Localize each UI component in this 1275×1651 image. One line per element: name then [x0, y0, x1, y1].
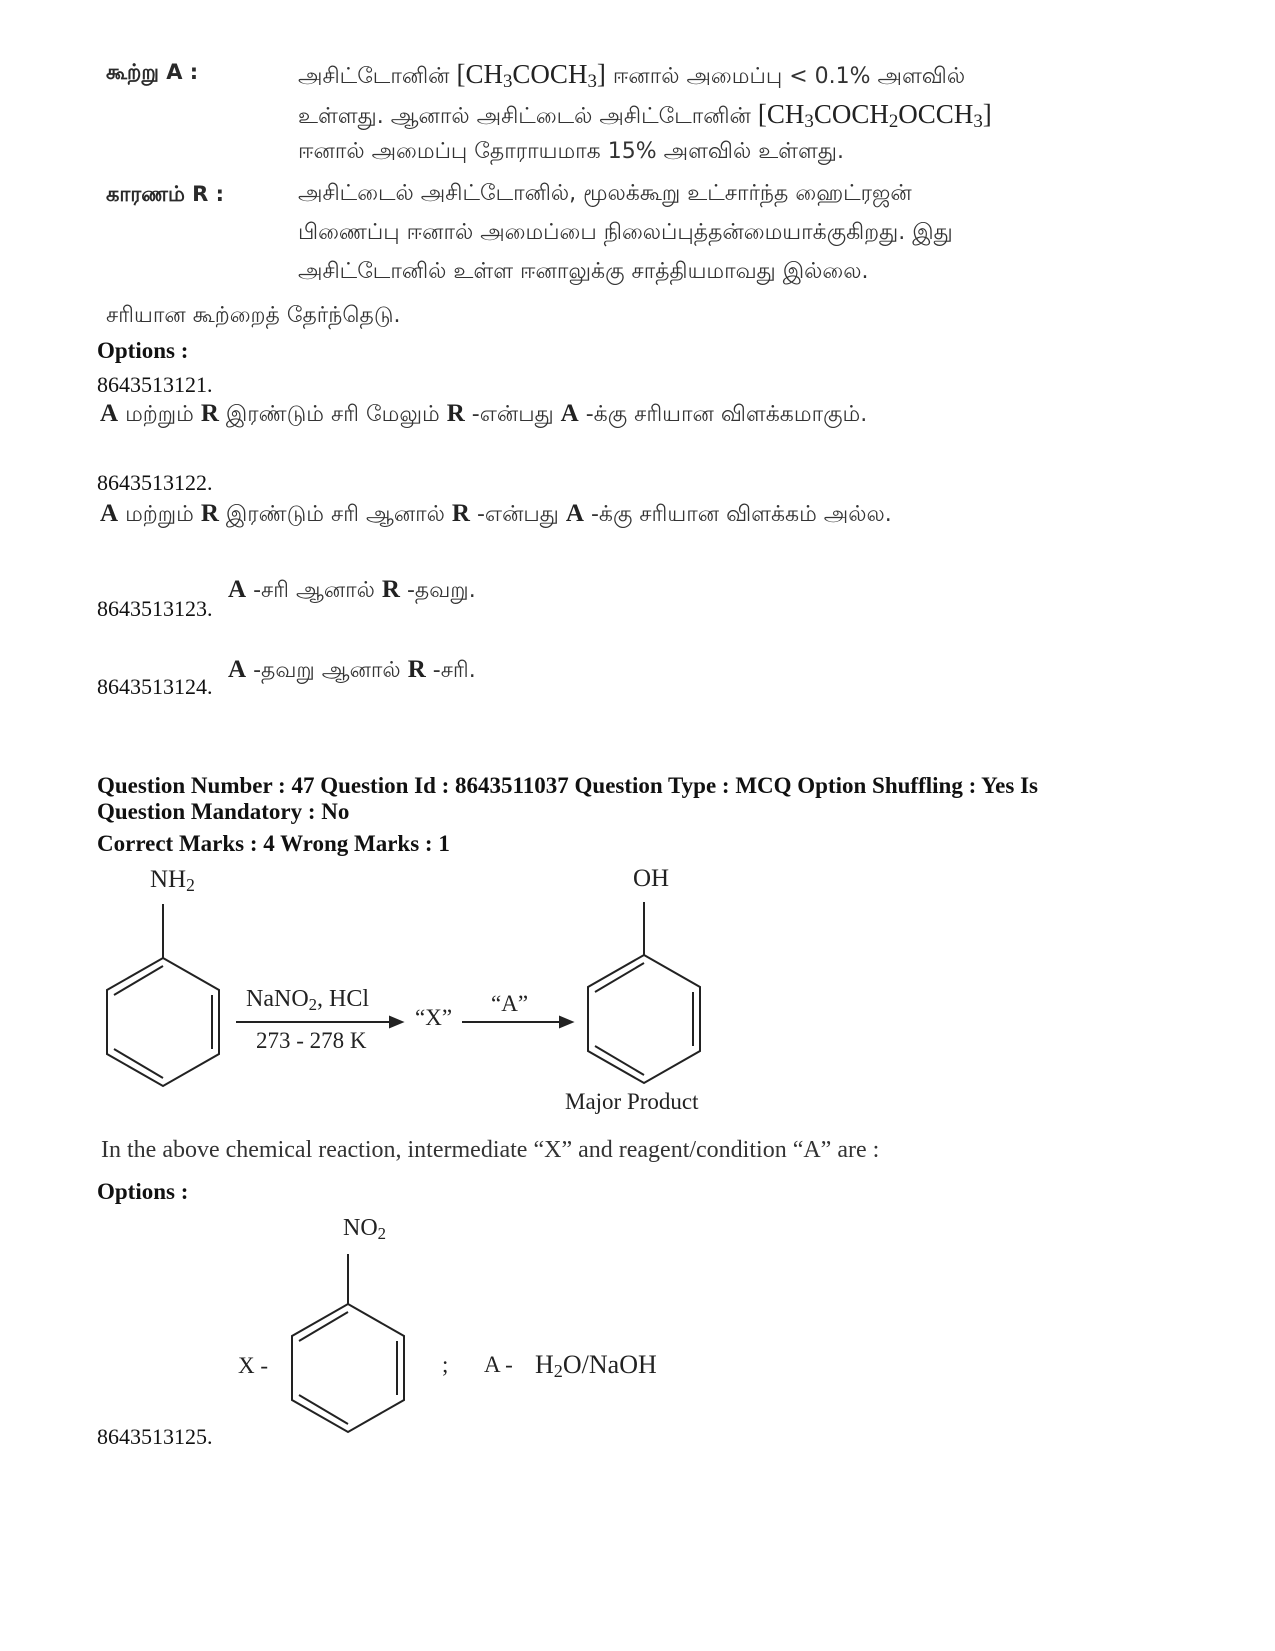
acetylacetone-formula: $[CH_3COCH_2OCCH_3]$	[757, 99, 992, 132]
reason-label: காரணம் R :	[106, 182, 225, 206]
assertion-line-1	[298, 54, 965, 97]
reason-line-2: பிணைப்பு ஈனால் அமைப்பை நிலைப்புத்தன்மையாக்குகிறது. இது	[298, 220, 953, 245]
opt-a: A	[100, 500, 119, 527]
options-label: Options :	[97, 338, 189, 363]
opt-r: R	[381, 576, 400, 603]
step2-reagent: “A”	[491, 991, 529, 1016]
reaction-scheme	[90, 860, 750, 1120]
x-label: X -	[238, 1353, 269, 1378]
opt-r: R	[451, 500, 470, 527]
reagent-top: NaNO$_2$, HCl	[246, 986, 370, 1014]
benzene-ring-reactant	[107, 958, 219, 1086]
opt-text: -சரி ஆனால்	[253, 578, 375, 603]
option-id: 8643513124.	[97, 674, 213, 699]
product-label: Major Product	[565, 1089, 699, 1114]
option-id: 8643513123.	[97, 596, 213, 621]
nitro-group: $NO_2$	[343, 1215, 387, 1243]
separator: ;	[442, 1352, 449, 1377]
assertion-label: கூற்று A :	[106, 60, 199, 84]
opt-a: A	[560, 400, 579, 427]
opt-text: -க்கு சரியான விளக்கமாகும்.	[585, 402, 868, 427]
instruction: சரியான கூற்றைத் தேர்ந்தெடு.	[106, 303, 401, 328]
reason-line-1: அசிட்டைல் அசிட்டோனில், மூலக்கூறு உட்சார்ந்த ஹைட்ரஜன்	[298, 181, 912, 206]
opt-text: இரண்டும் சரி ஆனால்	[225, 502, 445, 527]
nitrobenzene-structure	[280, 1240, 420, 1440]
question-header-2: Question Mandatory : No	[97, 799, 350, 824]
opt-a: A	[228, 576, 247, 603]
option-text[interactable]	[100, 500, 892, 530]
reactant-group: $NH_2$	[150, 866, 195, 895]
intermediate-label: “X”	[415, 1005, 453, 1030]
option-id: 8643513121.	[97, 372, 213, 397]
question-text: In the above chemical reaction, intermediate “X” and reagent/condition “A” are :	[101, 1137, 880, 1163]
opt-text: -என்பது	[471, 402, 554, 427]
reason-line-3: அசிட்டோனில் உள்ள ஈனாலுக்கு சாத்தியமாவது இல்லை.	[298, 259, 869, 284]
opt-r: R	[200, 500, 219, 527]
assertion-text: ஈனால் அமைப்பு < 0.1% அளவில்	[612, 64, 966, 89]
options-label-2: Options :	[97, 1179, 189, 1204]
assertion-text: அசிட்டோனின்	[298, 64, 450, 89]
opt-r: R	[200, 400, 219, 427]
opt-r: R	[407, 656, 426, 683]
option-id[interactable]: 8643513125.	[97, 1424, 213, 1449]
opt-text: இரண்டும் சரி மேலும்	[225, 402, 440, 427]
acetone-formula: $[CH_3COCH_3]$	[456, 59, 606, 92]
option-text[interactable]	[228, 656, 476, 686]
option-id: 8643513122.	[97, 470, 213, 495]
question-marks: Correct Marks : 4 Wrong Marks : 1	[97, 831, 450, 856]
opt-text: -சரி.	[432, 658, 476, 683]
opt-text: -தவறு ஆனால்	[253, 658, 401, 683]
product-group: OH	[633, 865, 670, 892]
benzene-ring-product	[588, 955, 700, 1083]
opt-r: R	[446, 400, 465, 427]
opt-text: மற்றும்	[125, 402, 194, 427]
question-header: Question Number : 47 Question Id : 8643511037 Question Type : MCQ Option Shuffling : Yes Is	[97, 773, 1038, 798]
assertion-text: உள்ளது. ஆனால் அசிட்டைல் அசிட்டோனின்	[298, 104, 751, 129]
option-text[interactable]	[100, 400, 867, 430]
opt-a: A	[228, 656, 247, 683]
a-label: A -	[484, 1352, 513, 1377]
assertion-line-3: ஈனால் அமைப்பு தோராயமாக 15% அளவில் உள்ளது.	[298, 139, 844, 164]
opt-a: A	[100, 400, 119, 427]
opt-a: A	[565, 500, 584, 527]
option-text[interactable]	[228, 576, 476, 606]
a-value: $H_2O$/NaOH	[535, 1350, 657, 1381]
assertion-line-2	[298, 94, 992, 137]
opt-text: மற்றும்	[125, 502, 194, 527]
opt-text: -க்கு சரியான விளக்கம் அல்ல.	[590, 502, 892, 527]
reagent-bottom: 273 - 278 K	[256, 1028, 367, 1053]
opt-text: -தவறு.	[406, 578, 476, 603]
opt-text: -என்பது	[476, 502, 559, 527]
